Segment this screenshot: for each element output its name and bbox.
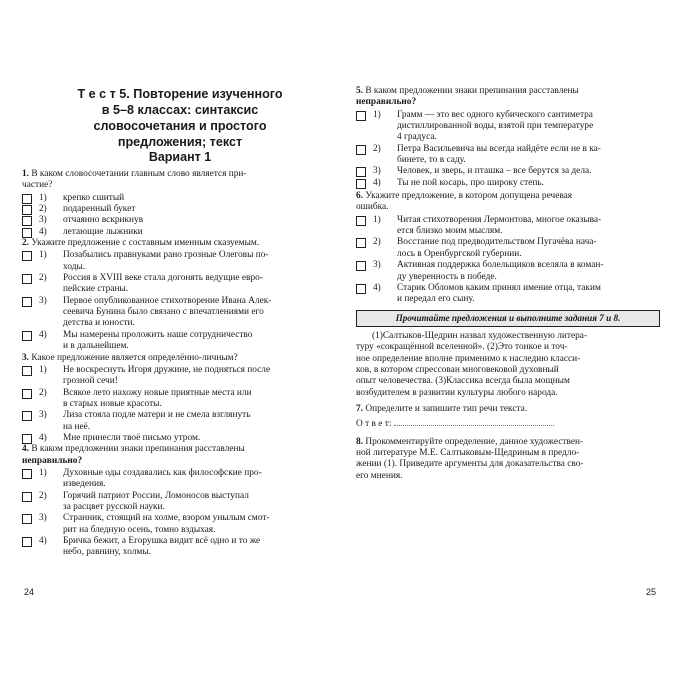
right-questions <box>356 86 660 483</box>
answer-option[interactable]: 4) летающие лыжники <box>22 227 338 238</box>
question-1: 1. В каком словосочетании главным слово является при- частие? <box>22 169 247 191</box>
checkbox[interactable] <box>356 216 366 226</box>
answer-option[interactable]: 2) Россия в XVIII веке стала догонять ведущие евро- пейские страны. <box>22 273 338 296</box>
variant-heading: Вариант 1 <box>148 150 212 164</box>
answer-option[interactable]: 2) подаренный букет <box>22 204 338 215</box>
answer-option[interactable]: 2) Восстание под предводительством Пугачёва нача- лось в Оренбургской губернии. <box>356 237 660 260</box>
answer-option[interactable]: 4) Старик Обломов каким принял имение отца, таким и передал его сыну. <box>356 283 660 306</box>
page-number-left: 24 <box>24 587 35 597</box>
answer-option[interactable]: 4) Мне принесли твоё письмо утром. <box>22 433 338 444</box>
instruction-banner: Прочитайте предложения и выполните задания 7 и 8. <box>356 310 660 327</box>
answer-option[interactable]: 1) крепко сшитый <box>22 193 338 204</box>
answer-option[interactable]: 4) Мы намерены проложить наше сотрудничество и в дальнейшем. <box>22 330 338 353</box>
question-5: 5. В каком предложении знаки препинания расставлены неправильно? <box>356 86 579 108</box>
answer-option[interactable]: 4) Бричка бежит, а Егорушка видит всё одно и то же небо, равнину, холмы. <box>22 536 338 559</box>
answer-option[interactable]: 1) Не воскреснуть Игоря дружине, не подняться после грозной сечи! <box>22 365 338 388</box>
answer-option[interactable]: 2) Всякое лето нахожу новые приятные места или в старых новые красоты. <box>22 388 338 411</box>
checkbox[interactable] <box>356 167 366 177</box>
checkbox[interactable] <box>22 434 32 444</box>
answer-option[interactable]: 2) Горячий патриот России, Ломоносов выступал за расцвет русской науки. <box>22 491 338 514</box>
right-page <box>356 0 660 679</box>
checkbox[interactable] <box>22 274 32 284</box>
page-number-right: 25 <box>645 587 656 597</box>
answer-option[interactable]: 3) Первое опубликованное стихотворение Ивана Алек- сеевича Бунина было связано с впечатлениями его детства и юности. <box>22 296 338 330</box>
answer-option[interactable]: 2) Петра Васильевича вы всегда найдёте если не в ка- бинете, то в саду. <box>356 144 660 167</box>
answer-option[interactable]: 3) Активная поддержка болельщиков вселяла в коман- ду уверенность в победе. <box>356 260 660 283</box>
checkbox[interactable] <box>356 111 366 121</box>
reading-passage: (1)Салтыков-Щедрин назвал художественную литера- туру «сокращённой вселенной». (2)Это тонкое и точ- ное определение вполне применимо к наследию класси- ков, в котором спрессован многовековой духовный опыт человечества. (3)Классика всегда была мощным возбудителем в развитии культуры любого народа. <box>356 330 588 398</box>
question-3: 3. Какое предложение является определённо-личным? <box>22 352 238 363</box>
checkbox[interactable] <box>356 261 366 271</box>
answer-option[interactable]: 3) отчаянно вскрикнув <box>22 215 338 226</box>
checkbox[interactable] <box>356 284 366 294</box>
checkbox[interactable] <box>22 469 32 479</box>
checkbox[interactable] <box>22 331 32 341</box>
answer-option[interactable]: 3) Лиза стояла подле матери и не смела взглянуть на неё. <box>22 410 338 433</box>
checkbox[interactable] <box>356 238 366 248</box>
checkbox[interactable] <box>22 537 32 547</box>
left-page <box>22 0 338 679</box>
answer-line[interactable] <box>394 425 554 426</box>
checkbox[interactable] <box>22 251 32 261</box>
checkbox[interactable] <box>22 216 32 226</box>
answer-option[interactable]: 1) Читая стихотворения Лермонтова, многое оказыва- ется близко моим мыслям. <box>356 215 660 238</box>
checkbox[interactable] <box>22 228 32 238</box>
checkbox[interactable] <box>22 205 32 215</box>
question-7: 7. Определите и запишите тип речи текста. <box>356 403 528 414</box>
question-2: 2. Укажите предложение с составным именным сказуемым. <box>22 238 260 249</box>
answer-option[interactable]: 1) Духовные оды создавались как философские про- изведения. <box>22 468 338 491</box>
question-8: 8. Прокомментируйте определение, данное художествен- ной литературе М.Е. Салтыковым-Щедриным в предло- жении (1). Приведите аргументы для доказательства сво- его мнения. <box>356 436 584 481</box>
answer-field[interactable]: О т в е т: <box>356 419 660 430</box>
checkbox[interactable] <box>356 179 366 189</box>
checkbox[interactable] <box>356 145 366 155</box>
answer-option[interactable]: 3) Человек, и зверь, и пташка – все берутся за дела. <box>356 166 660 177</box>
answer-option[interactable]: 1) Грамм — это вес одного кубического сантиметра дистиллированной воды, взятой при температуре 4 градуса. <box>356 110 660 144</box>
answer-option[interactable]: 4) Ты не пой косарь, про широку степь. <box>356 178 660 189</box>
checkbox[interactable] <box>22 297 32 307</box>
checkbox[interactable] <box>22 514 32 524</box>
checkbox[interactable] <box>22 366 32 376</box>
checkbox[interactable] <box>22 194 32 204</box>
answer-option[interactable]: 1) Позабылись правнуками рано грозные Олеговы по- ходы. <box>22 250 338 273</box>
test-title: Т е с т 5. Повторение изученного в 5–8 классах: синтаксис словосочетания и простого предложения; текст <box>77 87 283 149</box>
checkbox[interactable] <box>22 389 32 399</box>
left-questions <box>22 169 338 559</box>
question-4: 4. В каком предложении знаки препинания расставлены неправильно? <box>22 444 245 466</box>
checkbox[interactable] <box>22 492 32 502</box>
checkbox[interactable] <box>22 411 32 421</box>
question-6: 6. Укажите предложение, в котором допущена речевая ошибка. <box>356 191 573 213</box>
answer-option[interactable]: 3) Странник, стоящий на холме, взором унылым смот- рит на бледную осень, томно вздыхая. <box>22 513 338 536</box>
